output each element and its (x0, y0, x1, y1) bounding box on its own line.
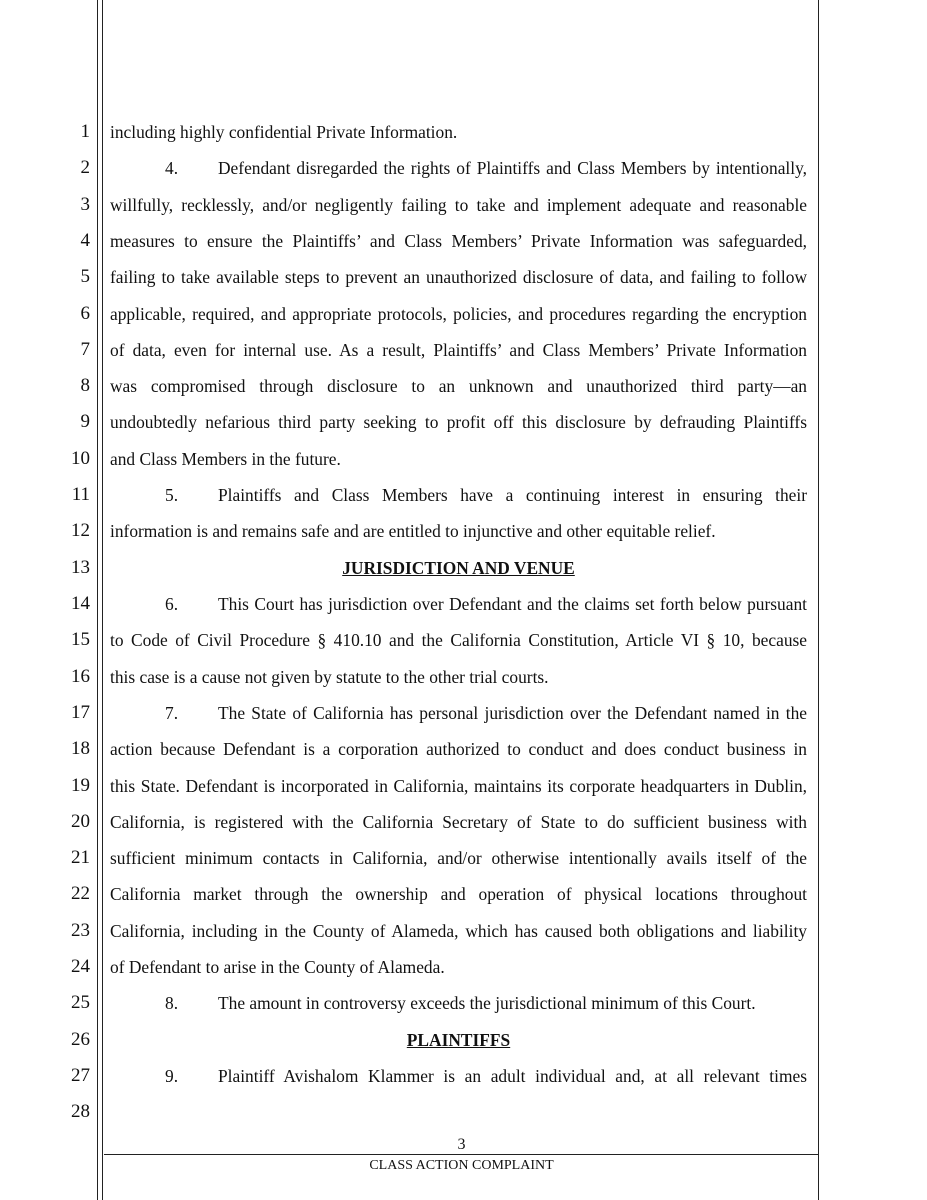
paragraph-line: action because Defendant is a corporation authorized to conduct and does conduct business in (110, 739, 807, 759)
paragraph-line: Defendant disregarded the rights of Plaintiffs and Class Members by intentionally, (218, 158, 807, 178)
paragraph-number: 8. (165, 993, 179, 1013)
paragraph-number: 9. (165, 1066, 179, 1086)
line-number: 26 (71, 1029, 90, 1050)
line-number: 13 (71, 557, 90, 578)
section-heading-plaintiffs: PLAINTIFFS (406, 1030, 511, 1050)
line-number: 20 (71, 811, 90, 832)
paragraph-3-end: including highly confidential Private Information. (110, 122, 458, 142)
paragraph-number: 4. (165, 158, 179, 178)
right-margin-rule (818, 0, 819, 1200)
paragraph-line: California, is registered with the California Secretary of State to do sufficient business with (110, 812, 807, 832)
paragraph-line: applicable, required, and appropriate protocols, policies, and procedures regarding the encryption (110, 304, 807, 324)
line-number: 11 (71, 484, 90, 505)
paragraph-line: to Code of Civil Procedure § 410.10 and the California Constitution, Article VI § 10, because (110, 630, 807, 650)
line-number: 10 (71, 448, 90, 469)
paragraph-line: measures to ensure the Plaintiffs’ and Class Members’ Private Information was safeguarded, (110, 231, 807, 251)
paragraph-line: Plaintiff Avishalom Klammer is an adult individual and, at all relevant times (218, 1066, 807, 1086)
footer-title: CLASS ACTION COMPLAINT (369, 1158, 554, 1173)
paragraph-line: information is and remains safe and are entitled to injunctive and other equitable relief. (110, 521, 716, 541)
line-number: 6 (80, 303, 90, 324)
paragraph-line: This Court has jurisdiction over Defendant and the claims set forth below pursuant (218, 594, 807, 614)
line-number: 25 (71, 992, 90, 1013)
paragraph-number: 7. (165, 703, 179, 723)
left-margin-rule-inner (102, 0, 103, 1200)
line-number: 21 (71, 847, 90, 868)
line-number: 28 (71, 1101, 90, 1122)
line-number: 17 (71, 702, 90, 723)
paragraph-line: California market through the ownership and operation of physical locations throughout (110, 884, 807, 904)
paragraph-line: The amount in controversy exceeds the jurisdictional minimum of this Court. (218, 993, 756, 1013)
line-number: 27 (71, 1065, 90, 1086)
line-number: 18 (71, 738, 90, 759)
paragraph-line: undoubtedly nefarious third party seeking to profit off this disclosure by defrauding Plaintiffs (110, 412, 807, 432)
line-number: 24 (71, 956, 90, 977)
line-number: 4 (80, 230, 90, 251)
line-number: 16 (71, 666, 90, 687)
paragraph-line: this State. Defendant is incorporated in California, maintains its corporate headquarters in Dublin, (110, 776, 807, 796)
line-number: 22 (71, 883, 90, 904)
line-number: 9 (80, 411, 90, 432)
line-number: 3 (80, 194, 90, 215)
line-number: 8 (80, 375, 90, 396)
page-number: 3 (457, 1136, 466, 1153)
left-margin-rule-outer (97, 0, 98, 1200)
paragraph-line: failing to take available steps to prevent an unauthorized disclosure of data, and failing to follow (110, 267, 807, 287)
paragraph-line: The State of California has personal jurisdiction over the Defendant named in the (218, 703, 807, 723)
paragraph-number: 6. (165, 594, 179, 614)
line-number: 14 (71, 593, 90, 614)
line-number: 19 (71, 775, 90, 796)
paragraph-line: was compromised through disclosure to an unknown and unauthorized third party—an (110, 376, 807, 396)
paragraph-line: Plaintiffs and Class Members have a continuing interest in ensuring their (218, 485, 807, 505)
paragraph-line: sufficient minimum contacts in California, and/or otherwise intentionally avails itself of the (110, 848, 807, 868)
line-number: 15 (71, 629, 90, 650)
line-number: 12 (71, 520, 90, 541)
line-number: 23 (71, 920, 90, 941)
paragraph-number: 5. (165, 485, 179, 505)
paragraph-line: this case is a cause not given by statute to the other trial courts. (110, 667, 549, 687)
line-number: 7 (80, 339, 90, 360)
line-number: 5 (80, 266, 90, 287)
paragraph-line: of data, even for internal use. As a result, Plaintiffs’ and Class Members’ Private Information (110, 340, 807, 360)
paragraph-line: of Defendant to arise in the County of Alameda. (110, 957, 445, 977)
paragraph-line: willfully, recklessly, and/or negligently failing to take and implement adequate and reasonable (110, 195, 807, 215)
line-number: 1 (80, 121, 90, 142)
paragraph-line: and Class Members in the future. (110, 449, 341, 469)
section-heading-jurisdiction: JURISDICTION AND VENUE (342, 558, 575, 578)
paragraph-line: California, including in the County of Alameda, which has caused both obligations and liability (110, 921, 807, 941)
line-number: 2 (80, 157, 90, 178)
